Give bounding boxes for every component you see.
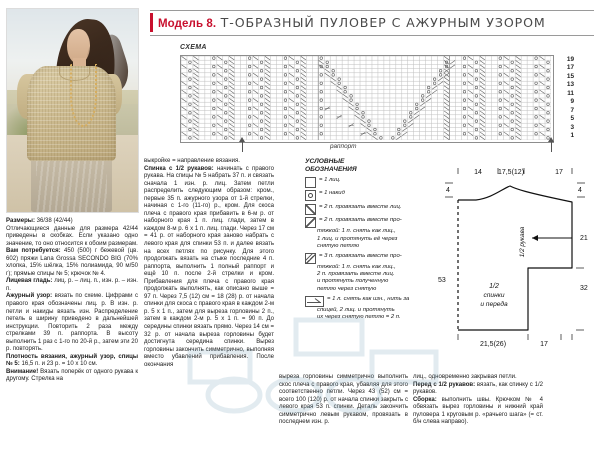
legend-item bbox=[305, 253, 433, 264]
legend-item-label: = 2 п. провязать вместе про- bbox=[319, 217, 402, 224]
rapport-arrow-left-stem bbox=[242, 142, 243, 152]
legend-item-label: = 3 п. провязать вместе про- bbox=[319, 252, 402, 259]
legend bbox=[305, 158, 433, 321]
photo-canvas bbox=[6, 8, 139, 213]
svg-text:1/2 рукава: 1/2 рукава bbox=[519, 226, 526, 258]
chart-row-number: 15 bbox=[566, 72, 574, 80]
chart-row-number: 13 bbox=[566, 81, 574, 89]
paragraph: Размеры: 36/38 (42/44) bbox=[6, 218, 73, 224]
legend-title-line2: ОБОЗНАЧЕНИЯ bbox=[305, 166, 357, 173]
slip-purlwise-yarn-back-icon bbox=[305, 296, 324, 307]
paragraph-lead: Ажурный узор: bbox=[6, 293, 53, 300]
svg-text:17: 17 bbox=[540, 341, 548, 348]
paragraph: Лицевая гладь: лиц. р. – лиц. п., изн. р. – изн. п. bbox=[6, 278, 138, 292]
rapport-arrow-right-stem bbox=[551, 142, 552, 152]
rapport-label: раппорт bbox=[330, 143, 357, 150]
paragraph: лиц., одновременно закрывая петли. bbox=[413, 374, 517, 380]
legend-title-line1: УСЛОВНЫЕ bbox=[305, 158, 345, 165]
paragraph-lead: Лицевая гладь: bbox=[6, 278, 53, 285]
svg-text:32: 32 bbox=[580, 285, 588, 292]
legend-item bbox=[305, 177, 433, 188]
paragraph: Перед с 1/2 рукавов: вязать, как спинку с 1/2 рукавов. bbox=[413, 381, 544, 396]
chart-row-numbers bbox=[558, 55, 578, 141]
svg-text:21: 21 bbox=[580, 235, 588, 242]
text-column-2 bbox=[144, 158, 274, 369]
svg-text:и переда: и переда bbox=[480, 301, 508, 308]
paragraph: Сборка: выполнить швы. Крючком № 4 обвязать вырез горловины и нижний край пуловера 1 круговым р. «рачьего шага» (= ст. б/н слева направо). bbox=[413, 396, 543, 426]
yarn-over-circle-icon bbox=[305, 190, 316, 201]
rapport-arrow-right bbox=[548, 137, 554, 142]
paragraph: Плотность вязания, ажурный узор, спицы № 5: 16,5 п. и 23 р. = 10 x 10 см. bbox=[6, 353, 138, 368]
paragraph-lead: Размеры: bbox=[6, 218, 35, 224]
paragraph: Вам потребуется: 450 (500) г бежевой (цв. 602) пряжи Lana Grossa SECONDO BIG (70% хлопка, 15% шёлка, 15% полиамида, 90 м/50 г); прямые спицы № 5; крючок № 4. bbox=[6, 248, 139, 277]
legend-item-continuation: тяжкой: 1 п. снять как лиц., bbox=[317, 263, 396, 270]
legend-item-continuation: снятую петлю bbox=[317, 242, 360, 249]
legend-item bbox=[305, 190, 433, 201]
paragraph-lead: Плотность вязания, ажурный узор, спицы № 5: bbox=[6, 353, 138, 368]
page-header bbox=[150, 10, 594, 36]
svg-text:спинки: спинки bbox=[483, 292, 505, 299]
ssk-left-slash-icon bbox=[305, 217, 316, 228]
paragraph-lead: Вам потребуется: bbox=[6, 248, 61, 255]
legend-item bbox=[305, 217, 433, 228]
legend-item-continuation: 2 п. провязать вместе лиц. bbox=[317, 271, 395, 278]
legend-item-continuation: и протянуть полученную bbox=[317, 278, 389, 285]
header-rule-top bbox=[150, 10, 594, 11]
chart-row-number: 3 bbox=[570, 123, 574, 131]
chart-row-number: 5 bbox=[570, 115, 574, 123]
k2tog-right-slash-icon bbox=[305, 204, 316, 215]
legend-item-label: = 1 накид bbox=[319, 190, 345, 197]
header-accent-bar bbox=[150, 13, 153, 32]
svg-text:17: 17 bbox=[555, 169, 563, 176]
text-column-3 bbox=[279, 374, 408, 427]
sl1-k2tog-psso-icon bbox=[305, 253, 316, 264]
chart-row-number: 11 bbox=[567, 89, 574, 97]
model-photo bbox=[6, 8, 139, 213]
text-column-1 bbox=[6, 218, 138, 384]
paragraph-lead: Спинка с 1/2 рукавов: bbox=[144, 165, 214, 172]
header-rule-bottom bbox=[150, 35, 594, 36]
legend-item-continuation: спицей, 2 лиц. и протянуть bbox=[317, 306, 395, 313]
paragraph-lead: Внимание! bbox=[6, 368, 39, 375]
legend-item bbox=[305, 204, 433, 215]
rapport-arrow-left bbox=[239, 137, 245, 142]
paragraph: Ажурный узор: вязать по схеме. Цифрами с правого края обозначены лиц. р. В изн. р. петли и накиды вязать изн. Распределение петель в ширину приведено в дальнейшей инструкции. Повторить 2 раза между стрелками 39 п. раппорта. В высоту выполнить 1 раз с 1-го по 20-й р., затем эти 20 р. повторять. bbox=[6, 293, 138, 353]
paragraph: Спинка с 1/2 рукавов: начинать с правого рукава. На спицы № 5 набрать 37 п. и связать сначала 1 изн. р. лиц. Затем петли распределить следующим образом: кром., первые 35 п. ажурного узора от 1-й стрелки, начиная с 1-го (11-го) р., кром. Для скоса плеча с правого края прибавить в 6-м р. от наборного края 1 п. лиц. глади, затем в каждом 8-м р. 6 x 1 п. лиц. глади. Через 17 см = 41 р. от наборного края заново набрать с левого края для спинки 53 п. и далее вязать на всех петлях по рисунку. Для этого продолжать вязать на стыке последние 4 п. раппорта, выполнить 1 полный раппорт и ещё 10 п. после 2-й стрелки и кром. Прибавления для плеча с правого края продолжать выполнять, как описано выше = 97 п. Через 7,5 (12) см = 18 (28) р. от начала спинки для скоса с правого края в каждом 2-м р. 5 x 1 п., затем для выреза горловины 2 п., затем в каждом 2-м р. 5 x 1 п. = 90 п. До середины спинки вязать прямо. Через 14 см = 32 р. от начала выреза горловины будет достигнута середина спинки. Вырез горловины закончить симметрично, выполняя вместо убавлений прибавления. После окончания bbox=[144, 165, 274, 368]
chart-row-number: 17 bbox=[566, 64, 574, 72]
paragraph: Внимание! Вязать поперёк от одного рукава к другому. Стрелка на bbox=[6, 368, 138, 383]
header-text bbox=[158, 14, 546, 32]
paragraph: выкройке = направление вязания. bbox=[144, 158, 240, 164]
model-number: Модель 8. bbox=[158, 18, 217, 30]
chart-title: СХЕМА bbox=[180, 44, 207, 51]
text-column-4 bbox=[413, 374, 543, 427]
paragraph-lead: Перед с 1/2 рукавов: bbox=[413, 381, 476, 388]
svg-text:14: 14 bbox=[474, 169, 482, 176]
stitch-chart bbox=[180, 55, 554, 143]
legend-item-continuation: их через снятую петлю = 2 п. bbox=[317, 313, 401, 320]
garment-schematic bbox=[436, 158, 596, 363]
svg-text:4: 4 bbox=[446, 187, 450, 194]
chart-row-number: 9 bbox=[570, 98, 574, 106]
legend-item-continuation: тяжкой: 1 п. снять как лиц., bbox=[317, 228, 396, 235]
chart-row-number: 7 bbox=[570, 106, 574, 114]
paragraph-lead: Сборка: bbox=[413, 396, 437, 403]
paragraph: выреза горловины симметрично выполнить скос плеча с правого края, убавляя для этого соответственно петли. Через 43 (52) см = всего 100 (120) р. от начала спинки закрыть с левого края 53 п. спинки. Деталь закончить симметрично левым рукавом, провязать в последнем изн. р. bbox=[279, 374, 408, 426]
legend-item-continuation: петлю через снятую bbox=[317, 285, 377, 292]
svg-text:1/2: 1/2 bbox=[489, 283, 499, 290]
svg-text:53: 53 bbox=[438, 277, 446, 284]
legend-item-label: = 2 п. провязать вместе лиц. bbox=[319, 203, 402, 210]
svg-text:4: 4 bbox=[578, 187, 582, 194]
legend-item-continuation: 1 лиц. и протянуть её через bbox=[317, 235, 398, 242]
svg-text:17,5(12): 17,5(12) bbox=[497, 169, 525, 176]
legend-item bbox=[305, 296, 433, 307]
legend-item-label: = 1 лиц. bbox=[319, 176, 341, 183]
page-title: Т-ОБРАЗНЫЙ ПУЛОВЕР С АЖУРНЫМ УЗОРОМ bbox=[220, 15, 546, 30]
legend-item-label: = 1 л. снять как изн., нить за bbox=[327, 295, 410, 302]
chart-row-number: 19 bbox=[566, 56, 574, 63]
empty-square-icon bbox=[305, 177, 316, 188]
chart-row-number: 1 bbox=[570, 132, 574, 140]
paragraph: Отличающиеся данные для размера 42/44 приведены в скобках. Если указано одно значение, то оно относится к обоим размерам. bbox=[6, 225, 138, 247]
svg-text:21,5(26): 21,5(26) bbox=[479, 341, 507, 348]
